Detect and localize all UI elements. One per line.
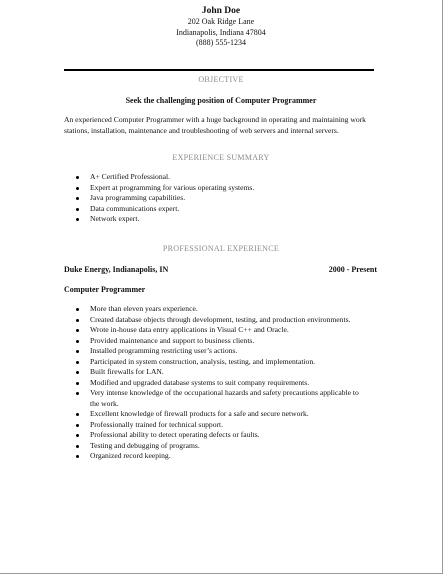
list-item: Network expert. [75,214,375,225]
list-item: Installed programming restricting user’s actions. [75,346,365,357]
list-item: Participated in system construction, analysis, testing, and implementation. [75,357,365,368]
professional-experience-title: PROFESSIONAL EXPERIENCE [162,244,280,253]
list-item: Professionally trained for technical support. [75,420,365,431]
list-item: Modified and upgraded database systems to suit company requirements. [75,378,365,389]
phone-number: (888) 555-1234 [196,38,246,47]
list-item: Testing and debugging of programs. [75,441,365,452]
job-title: Computer Programmer [64,285,146,294]
objective-title: OBJECTIVE [198,75,244,84]
list-item: Organized record keeping. [75,451,365,462]
employer-line [64,265,377,274]
street-address: 202 Oak Ridge Lane [187,17,255,26]
experience-list [75,304,365,462]
list-item: A+ Certified Professional. [75,172,375,183]
list-item: Wrote in-house data entry applications in Visual C++ and Oracle. [75,325,365,336]
list-item: Excellent knowledge of firewall products for a safe and secure network. [75,409,365,420]
objective-text: An experienced Computer Programmer with a huge background in operating and maintaining work stations, installation, maintenance and troubleshooting of web servers and internal servers. [64,115,366,135]
experience-summary-title: EXPERIENCE SUMMARY [172,153,270,162]
list-item: Professional ability to detect operating defects or faults. [75,430,365,441]
list-item: Provided maintenance and support to business clients. [75,336,365,347]
list-item: Very intense knowledge of the occupational hazards and safety precautions applicable to the work. [75,388,365,409]
list-item: More than eleven years experience. [75,304,365,315]
header-divider [64,69,374,71]
employment-dates: 2000 - Present [328,265,377,274]
list-item: Built firewalls for LAN. [75,367,365,378]
objective-headline: Seek the challenging position of Computer Programmer [125,96,317,105]
contact-header [0,5,442,49]
summary-list [75,172,375,225]
list-item: Expert at programming for various operating systems. [75,183,375,194]
applicant-name: John Doe [201,6,241,16]
list-item: Java programming capabilities. [75,193,375,204]
list-item: Created database objects through development, testing, and production environments. [75,315,365,326]
list-item: Data communications expert. [75,204,375,215]
employer-name: Duke Energy, Indianapolis, IN [64,265,169,274]
city-state-zip: Indianapolis, Indiana 47804 [176,27,266,37]
